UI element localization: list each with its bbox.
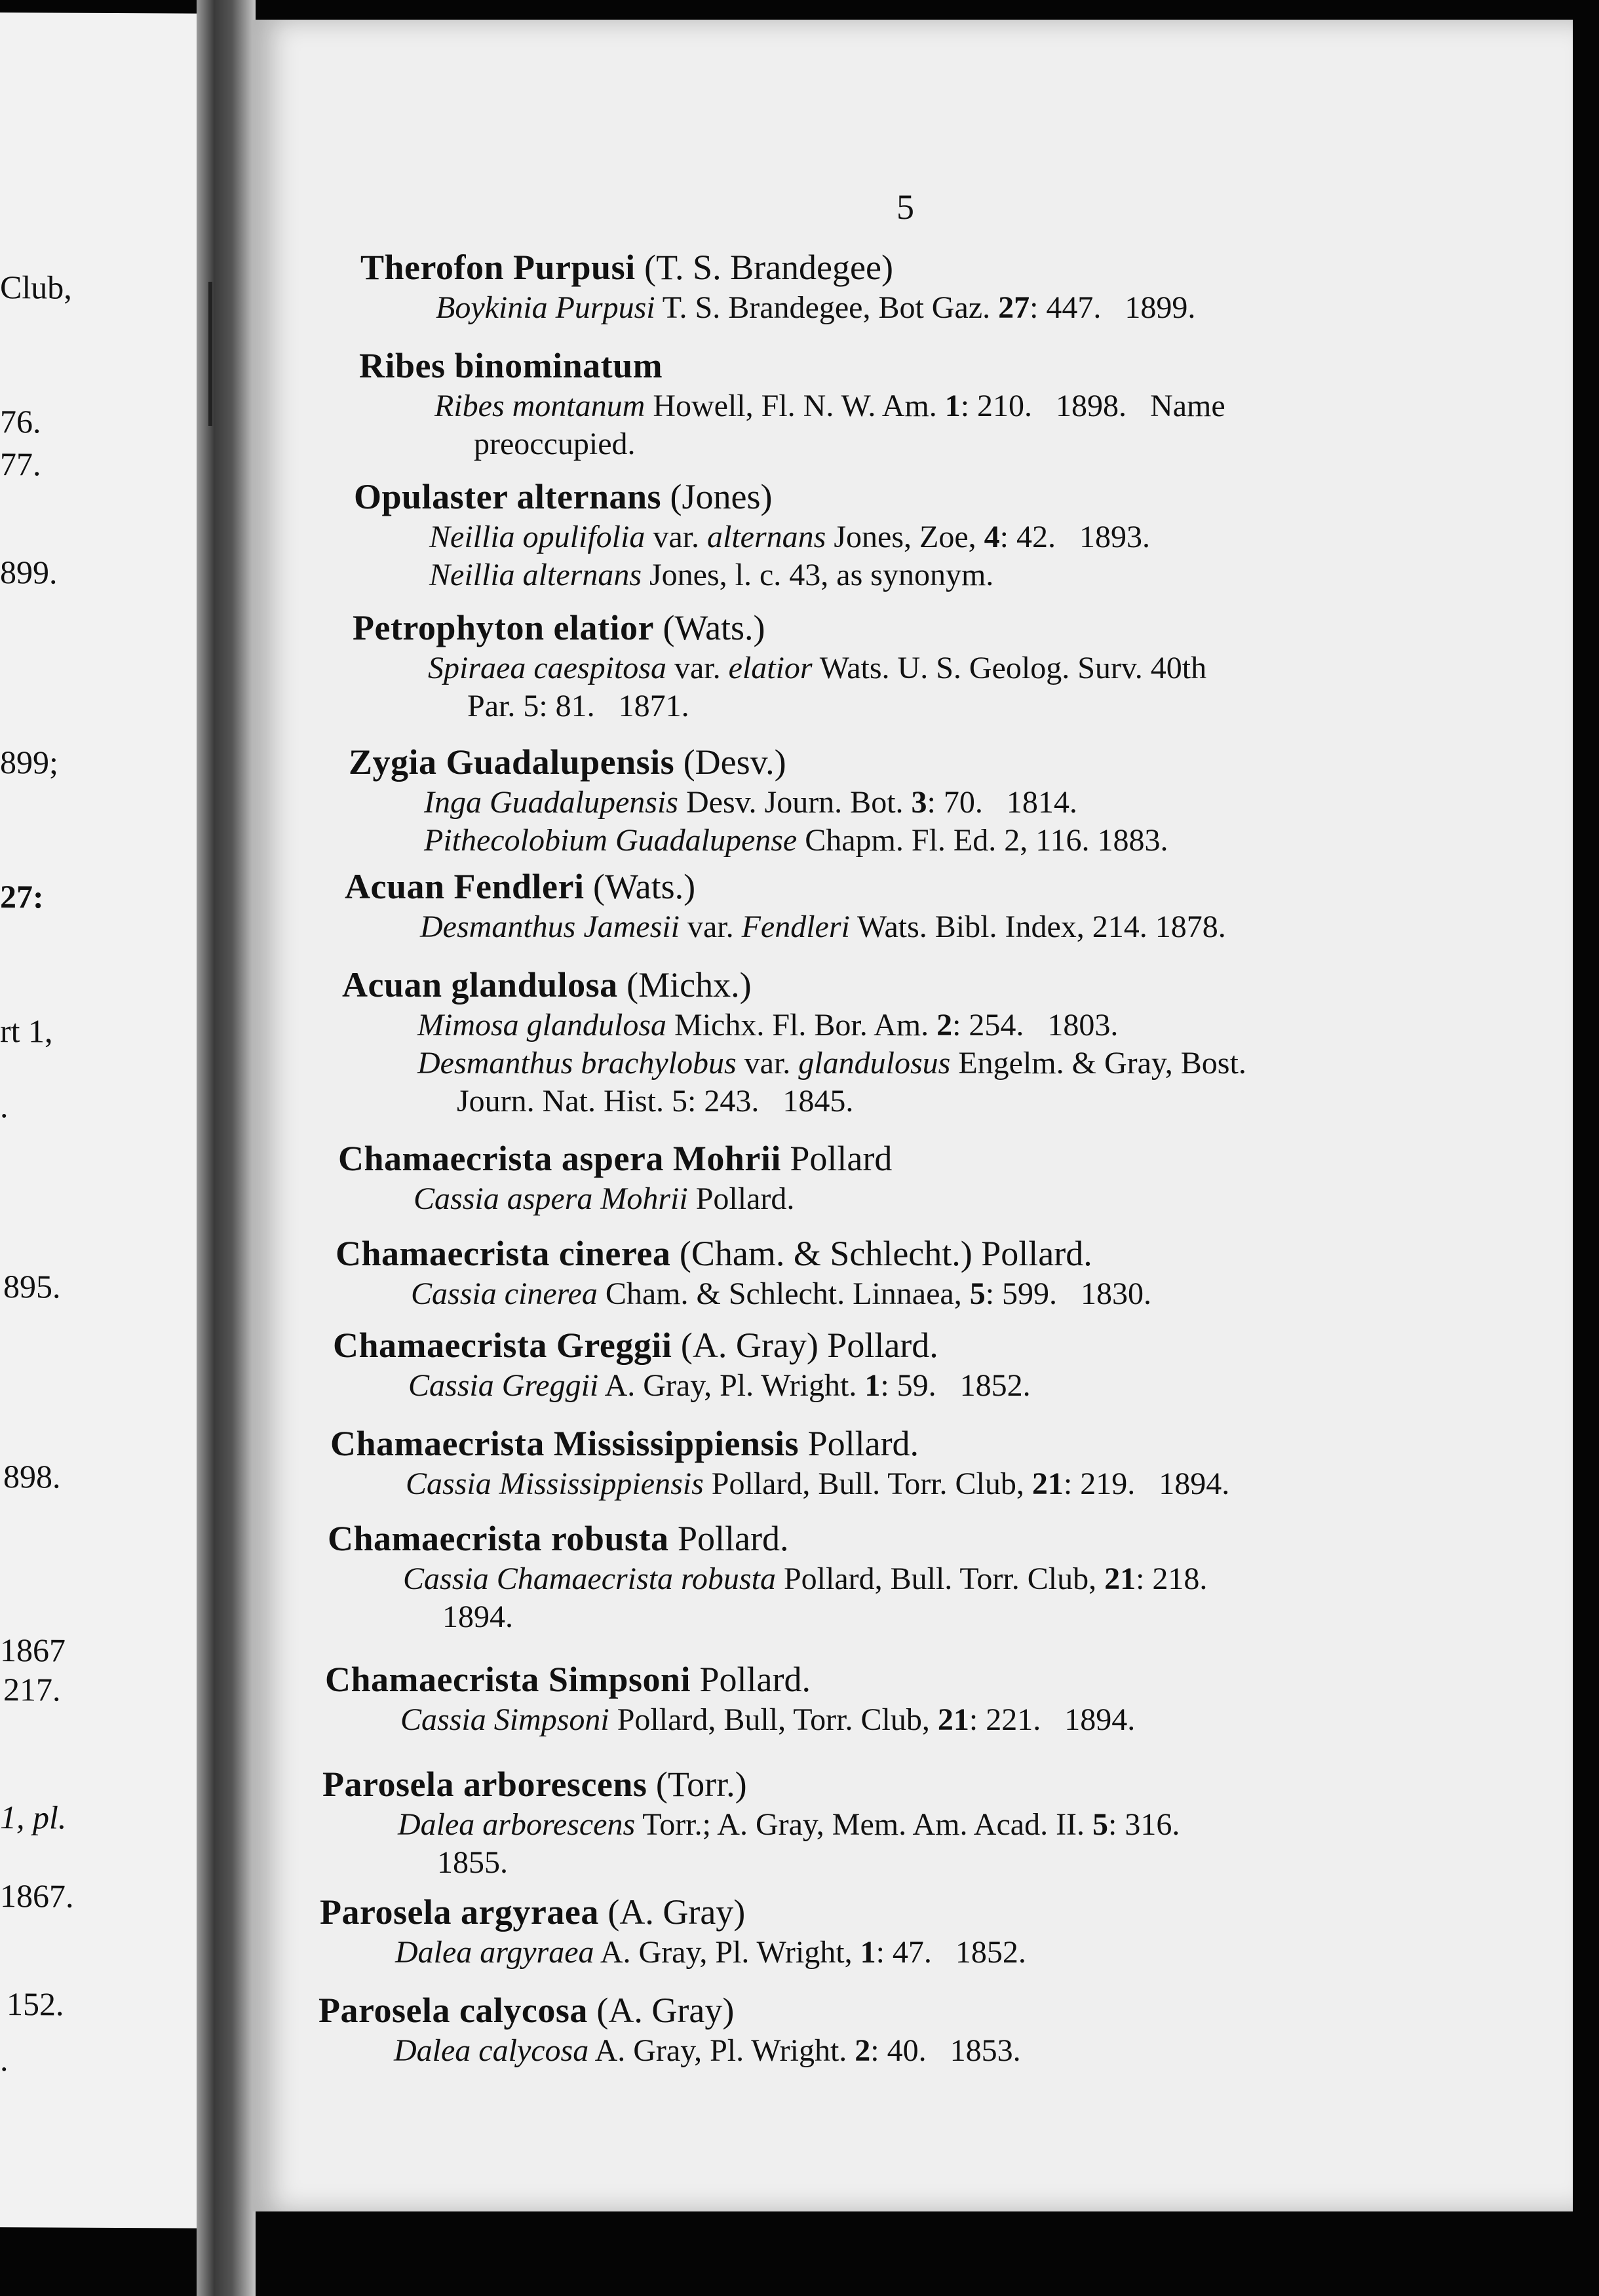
page-and-year: : 447. 1899. [1030,290,1196,325]
variety-name: alternans [706,520,826,554]
variety-marker: var. [666,651,729,685]
left-page-fragment: 27: [0,878,44,915]
authority: (A. Gray) Pollard. [680,1326,938,1365]
species-entry [359,344,1539,463]
accepted-name: Therofon Purpusi [360,248,636,287]
citation: T. S. Brandegee, Bot Gaz. [662,290,999,325]
left-page-fragment: . [0,1088,9,1125]
entry-heading [345,865,1524,908]
left-page-fragment: 899. [0,554,58,591]
page-and-year: : 42. 1893. [999,520,1150,554]
synonym-line [342,1006,1522,1044]
accepted-name: Zygia Guadalupensis [349,742,675,782]
citation: Wats. Bibl. Index, 214. 1878. [849,909,1226,944]
synonym-line [360,289,1540,327]
species-entry [345,865,1524,946]
page-and-year: : 218. [1136,1561,1208,1596]
species-entry [354,475,1533,594]
authority: (Desv.) [683,742,786,782]
left-page-fragment: 217. [3,1671,61,1708]
synonym-name: Dalea argyraea [395,1935,594,1970]
volume-number: 4 [984,520,1000,554]
synonym-line [359,387,1539,463]
accepted-name: Chamaecrista Simpsoni [325,1660,691,1699]
entry-heading [320,1890,1499,1934]
citation-continuation: Journ. Nat. Hist. 5: 243. 1845. [457,1084,854,1119]
entry-heading [359,344,1539,387]
variety-marker: var. [645,520,707,554]
accepted-name: Chamaecrista Greggii [333,1326,672,1365]
page-and-year: : 210. 1898. Name [960,389,1225,423]
variety-marker: var. [679,909,742,944]
accepted-name: Chamaecrista cinerea [336,1234,671,1273]
left-page-fragment: 898. [3,1458,61,1495]
page-and-year: : 254. 1803. [952,1008,1119,1043]
variety-name: Fendleri [741,909,850,944]
authority: (Jones) [670,477,773,516]
left-page-fragment: 1, pl. [0,1799,67,1836]
synonym-name: Cassia Greggii [408,1368,599,1403]
entry-heading [322,1763,1502,1806]
accepted-name: Opulaster alternans [354,477,662,516]
variety-name: elatior [728,651,813,685]
page-and-year: : 40. 1853. [870,2033,1021,2068]
authority: (Torr.) [655,1765,747,1804]
synonym-name: Desmanthus brachylobus [417,1046,737,1081]
citation: Pollard, Bull. Torr. Club, [783,1561,1105,1596]
authority: Pollard [790,1139,893,1178]
citation: Pollard, Bull, Torr. Club, [617,1702,938,1737]
authority: Pollard. [677,1519,789,1558]
left-page-fragment: 152. [7,1985,64,2023]
page-and-year: : 47. 1852. [876,1935,1026,1970]
entry-heading [328,1517,1507,1560]
synonym-line [330,1465,1510,1503]
species-entry [320,1890,1499,1972]
volume-number: 1 [944,389,961,423]
entry-heading [354,475,1533,518]
accepted-name: Parosela argyraea [320,1892,599,1932]
synonym-name: Cassia Mississippiensis [406,1466,704,1501]
synonym-name: Ribes montanum [434,389,645,423]
synonym-line [338,1180,1518,1218]
volume-number: 1 [864,1368,881,1403]
citation-continuation: preoccupied. [474,427,636,461]
species-entry [328,1517,1507,1636]
synonym-name: Spiraea caespitosa [428,651,666,685]
left-page-fragment: . [0,2041,9,2078]
synonym-line [328,1560,1507,1636]
species-entry [338,1137,1518,1218]
left-page-fragment: 77. [0,446,41,483]
species-entry [336,1232,1515,1313]
volume-number: 27 [998,290,1030,325]
volume-number: 21 [937,1702,969,1737]
entry-heading [325,1658,1505,1701]
synonym-name: Cassia aspera Mohrii [414,1181,688,1216]
page-and-year: : 599. 1830. [985,1276,1152,1311]
synonym-name: Boykinia Purpusi [436,290,655,325]
synonym-name: Pithecolobium Guadalupense [424,823,798,858]
citation: Torr.; A. Gray, Mem. Am. Acad. II. [642,1807,1093,1842]
volume-number: 3 [911,785,927,820]
entry-heading [338,1137,1518,1180]
left-page-fragment: 895. [3,1268,61,1305]
synonym-line [345,908,1524,946]
synonym-name: Cassia Simpsoni [400,1702,609,1737]
accepted-name: Petrophyton elatior [353,608,654,647]
citation: Howell, Fl. N. W. Am. [653,389,945,423]
accepted-name: Parosela arborescens [322,1765,647,1804]
accepted-name: Ribes binominatum [359,346,663,385]
entry-heading [342,963,1522,1006]
citation: Engelm. & Gray, Bost. [950,1046,1246,1081]
synonym-name: Dalea arborescens [398,1807,636,1842]
entry-heading [353,606,1532,649]
synonym-line [318,2032,1498,2070]
variety-name: glandulosus [798,1046,951,1081]
authority: Pollard. [699,1660,811,1699]
volume-number: 1 [860,1935,876,1970]
citation: Cham. & Schlecht. Linnaea, [605,1276,970,1311]
accepted-name: Parosela calycosa [318,1991,588,2030]
authority: (Wats.) [663,608,765,647]
synonym-line [325,1701,1505,1739]
species-entry [349,740,1528,860]
authority: (A. Gray) [596,1991,735,2030]
accepted-name: Chamaecrista robusta [328,1519,669,1558]
entry-heading [318,1989,1498,2032]
entry-heading [349,740,1528,784]
entry-heading [333,1324,1512,1367]
synonym-line [349,784,1528,822]
synonym-line [349,822,1528,860]
accepted-name: Acuan glandulosa [342,965,618,1004]
citation: A. Gray, Pl. Wright. [594,2033,855,2068]
citation-continuation: 1855. [437,1845,508,1880]
synonym-line [354,518,1533,556]
synonym-line [322,1806,1502,1882]
citation: Chapm. Fl. Ed. 2, 116. 1883. [805,823,1168,858]
page-and-year: : 316. [1108,1807,1180,1842]
species-entry [360,246,1540,327]
synonym-line [354,556,1533,594]
entry-heading [360,246,1540,289]
volume-number: 2 [855,2033,871,2068]
species-entry [325,1658,1505,1739]
synonym-name: Dalea calycosa [394,2033,589,2068]
citation: Pollard, Bull. Torr. Club, [711,1466,1032,1501]
citation: A. Gray, Pl. Wright. [604,1368,865,1403]
species-entry [333,1324,1512,1405]
synonym-line [342,1044,1522,1120]
synonym-name: Cassia Chamaecrista robusta [403,1561,776,1596]
synonym-name: Neillia alternans [429,558,642,592]
synonym-line [353,649,1532,725]
page-and-year: : 70. 1814. [927,785,1077,820]
authority: (A. Gray) [607,1892,746,1932]
synonym-line [320,1934,1499,1972]
accepted-name: Acuan Fendleri [345,867,585,906]
citation-continuation: 1894. [442,1599,513,1634]
synonym-line [336,1275,1515,1313]
synonym-line [333,1367,1512,1405]
citation: Wats. U. S. Geolog. Surv. 40th [812,651,1207,685]
species-entry [330,1422,1510,1503]
authority: (T. S. Brandegee) [644,248,893,287]
species-entry [342,963,1522,1120]
page-number: 5 [896,187,914,227]
page-and-year: : 219. 1894. [1063,1466,1230,1501]
accepted-name: Chamaecrista aspera Mohrii [338,1139,781,1178]
volume-number: 5 [1092,1807,1109,1842]
accepted-name: Chamaecrista Mississippiensis [330,1424,800,1463]
citation: Jones, l. c. 43, as synonym. [649,558,994,592]
synonym-name: Neillia opulifolia [429,520,645,554]
citation: Pollard. [695,1181,795,1216]
synonym-name: Desmanthus Jamesii [420,909,680,944]
synonym-name: Inga Guadalupensis [424,785,678,820]
entry-heading [336,1232,1515,1275]
entry-heading [330,1422,1510,1465]
citation: Michx. Fl. Bor. Am. [674,1008,937,1043]
volume-number: 21 [1104,1561,1136,1596]
left-page-fragment: 1867. [0,1877,74,1915]
page-and-year: : 59. 1852. [880,1368,1031,1403]
volume-number: 2 [936,1008,953,1043]
authority: (Cham. & Schlecht.) Pollard. [679,1234,1092,1273]
species-entry [318,1989,1498,2070]
left-page-fragment: 899; [0,744,58,781]
left-page-fragment: 1867 [0,1632,66,1669]
citation-continuation: Par. 5: 81. 1871. [467,689,689,723]
left-page-fragment: Club, [0,269,72,306]
left-page-fragment: rt 1, [0,1012,53,1050]
citation: A. Gray, Pl. Wright, [600,1935,860,1970]
page-and-year: : 221. 1894. [969,1702,1136,1737]
authority: (Wats.) [593,867,696,906]
authority: (Michx.) [626,965,752,1004]
synonym-name: Cassia cinerea [411,1276,598,1311]
volume-number: 5 [969,1276,986,1311]
volume-number: 21 [1031,1466,1064,1501]
citation: Desv. Journ. Bot. [685,785,912,820]
synonym-name: Mimosa glandulosa [417,1008,667,1043]
left-page-fragment: 76. [0,403,41,440]
authority: Pollard. [807,1424,919,1463]
variety-marker: var. [736,1046,799,1081]
citation: Jones, Zoe, [826,520,984,554]
species-entry [353,606,1532,725]
species-entry [322,1763,1502,1882]
